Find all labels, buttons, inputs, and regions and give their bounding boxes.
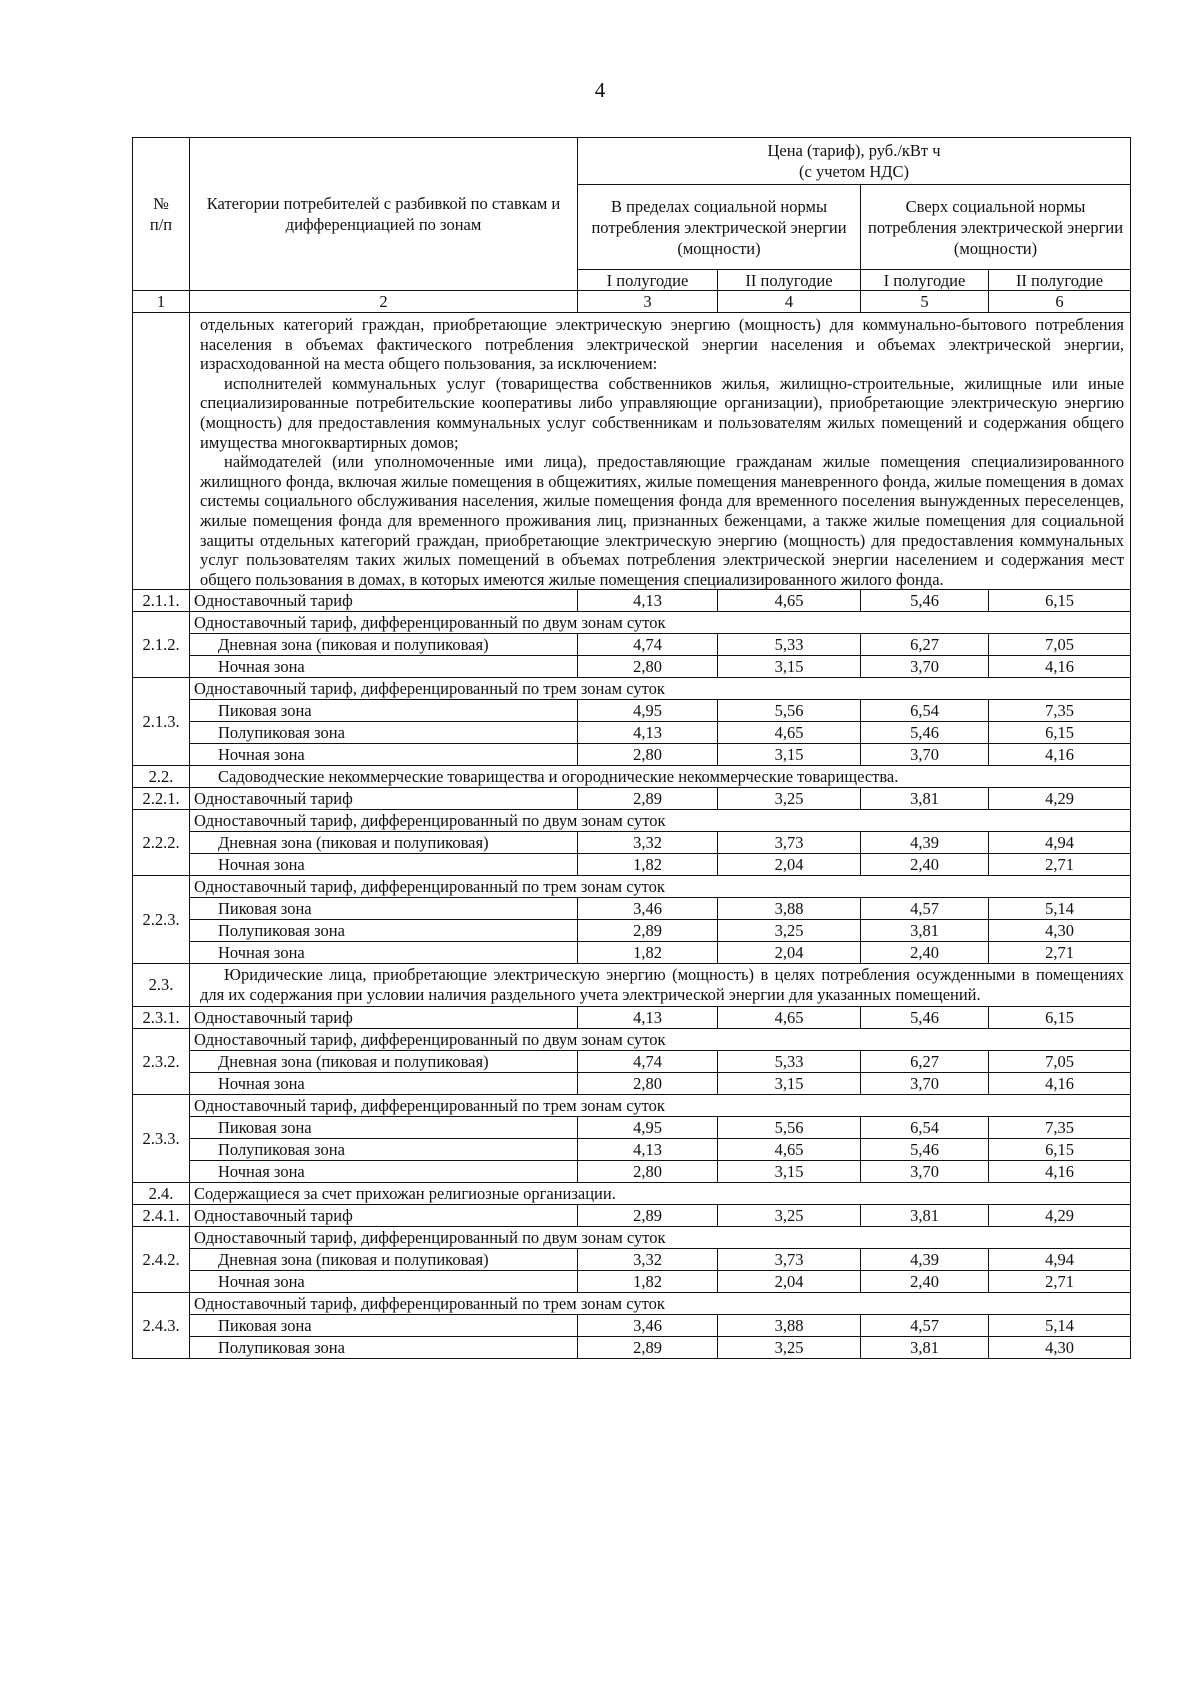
table-row: [133, 634, 1131, 656]
value-cell: 4,65: [718, 722, 861, 744]
value-cell: 2,71: [989, 1270, 1131, 1292]
table-row: [133, 1116, 1131, 1138]
value-cell: 3,46: [578, 1314, 718, 1336]
value-cell: 4,16: [989, 1072, 1131, 1094]
value-cell: 4,65: [718, 1138, 861, 1160]
value-cell: 3,15: [718, 1160, 861, 1182]
page-number: 4: [594, 78, 606, 102]
row-number: 2.2.3.: [133, 876, 190, 964]
table-row: [133, 810, 1131, 832]
row-number: 2.1.3.: [133, 678, 190, 766]
value-cell: 4,57: [861, 898, 989, 920]
table-row: [133, 1138, 1131, 1160]
value-cell: 3,25: [718, 920, 861, 942]
row-label: Ночная зона: [190, 744, 578, 766]
value-cell: 6,27: [861, 634, 989, 656]
value-cell: 5,14: [989, 1314, 1131, 1336]
table-row: [133, 1314, 1131, 1336]
value-cell: 2,71: [989, 942, 1131, 964]
header-half2-above: II полугодие: [989, 270, 1131, 291]
value-cell: 4,30: [989, 920, 1131, 942]
table-row: [133, 590, 1131, 612]
value-cell: 4,16: [989, 656, 1131, 678]
value-cell: 4,13: [578, 722, 718, 744]
section-row: [133, 1182, 1131, 1204]
row-number: 2.4.1.: [133, 1204, 190, 1226]
table-row: [133, 700, 1131, 722]
section-title: Содержащиеся за счет прихожан религиозные организации.: [190, 1182, 1131, 1204]
row-label: Ночная зона: [190, 854, 578, 876]
value-cell: 1,82: [578, 854, 718, 876]
intro-paragraph: исполнителей коммунальных услуг (товарищества собственников жилья, жилищно-строительные, жилищные или иные специализированные потребительские кооперативы либо управляющие организации), приобретающие электрическую энергию (мощность) для предоставления коммунальных услуг собственникам и пользователям жилых помещений и содержания общего имущества многоквартирных домов;: [200, 373, 1125, 452]
col-number: 1: [133, 291, 190, 313]
row-label: Одноставочный тариф, дифференцированный по двум зонам суток: [190, 612, 1131, 634]
header-category: Категории потребителей с разбивкой по ставкам и дифференциацией по зонам: [190, 138, 578, 291]
row-label: Полупиковая зона: [190, 920, 578, 942]
value-cell: 4,94: [989, 832, 1131, 854]
value-cell: 3,81: [861, 1336, 989, 1358]
row-label: Ночная зона: [190, 1072, 578, 1094]
header-half1-within: I полугодие: [578, 270, 718, 291]
row-label: Дневная зона (пиковая и полупиковая): [190, 832, 578, 854]
table-row: [133, 1270, 1131, 1292]
section-row: [133, 766, 1131, 788]
row-number: 2.2.1.: [133, 788, 190, 810]
value-cell: 2,80: [578, 656, 718, 678]
row-number: 2.1.1.: [133, 590, 190, 612]
value-cell: 3,88: [718, 1314, 861, 1336]
table-row: [133, 920, 1131, 942]
table-row: [133, 942, 1131, 964]
value-cell: 4,95: [578, 1116, 718, 1138]
table-row: [133, 1094, 1131, 1116]
value-cell: 2,40: [861, 1270, 989, 1292]
row-label: Ночная зона: [190, 656, 578, 678]
row-label: Ночная зона: [190, 1160, 578, 1182]
value-cell: 4,74: [578, 634, 718, 656]
row-label: Дневная зона (пиковая и полупиковая): [190, 1050, 578, 1072]
value-cell: 5,46: [861, 590, 989, 612]
row-label: Одноставочный тариф, дифференцированный по трем зонам суток: [190, 876, 1131, 898]
table-row: [133, 788, 1131, 810]
value-cell: 5,46: [861, 722, 989, 744]
value-cell: 2,40: [861, 854, 989, 876]
value-cell: 3,25: [718, 788, 861, 810]
value-cell: 4,13: [578, 1006, 718, 1028]
row-label: Пиковая зона: [190, 1314, 578, 1336]
value-cell: 3,15: [718, 1072, 861, 1094]
value-cell: 3,25: [718, 1336, 861, 1358]
value-cell: 5,33: [718, 634, 861, 656]
value-cell: 5,14: [989, 898, 1131, 920]
table-row: [133, 1248, 1131, 1270]
value-cell: 3,70: [861, 744, 989, 766]
value-cell: 4,65: [718, 1006, 861, 1028]
intro-paragraph: наймодателей (или уполномоченные ими лица), предоставляющие гражданам жилые помещения специализированного жилищного фонда, включая жилые помещения в общежитиях, жилые помещения маневренного фонда, жилые помещения в домах системы социального обслуживания населения, жилые помещения фонда для временного поселения вынужденных переселенцев, жилые помещения фонда для временного проживания лиц, признанных беженцами, а также жилые помещения для социальной защиты отдельных категорий граждан, приобретающие электрическую энергию (мощность) для предоставления коммунальных услуг пользователям таких жилых помещений в объемах потребления электрической энергии населением и содержания мест общего пользования в домах, в которых имеются жилые помещения специализированного жилого фонда.: [200, 452, 1125, 589]
value-cell: 2,04: [718, 1270, 861, 1292]
row-label: Одноставочный тариф, дифференцированный по двум зонам суток: [190, 1028, 1131, 1050]
value-cell: 4,65: [718, 590, 861, 612]
value-cell: 1,82: [578, 1270, 718, 1292]
table-row: [133, 1072, 1131, 1094]
value-cell: 2,89: [578, 1204, 718, 1226]
column-numbers-row: [133, 291, 1131, 313]
value-cell: 4,30: [989, 1336, 1131, 1358]
table-row: [133, 898, 1131, 920]
row-label: Полупиковая зона: [190, 722, 578, 744]
col-number: 2: [190, 291, 578, 313]
value-cell: 4,16: [989, 744, 1131, 766]
header-row: [133, 138, 1131, 185]
value-cell: 4,16: [989, 1160, 1131, 1182]
row-label: Одноставочный тариф: [190, 1204, 578, 1226]
value-cell: 5,56: [718, 700, 861, 722]
value-cell: 2,80: [578, 744, 718, 766]
value-cell: 2,80: [578, 1072, 718, 1094]
table-row: [133, 832, 1131, 854]
value-cell: 4,13: [578, 590, 718, 612]
value-cell: 3,32: [578, 1248, 718, 1270]
row-label: Пиковая зона: [190, 898, 578, 920]
row-number: 2.2.2.: [133, 810, 190, 876]
table-row: [133, 1336, 1131, 1358]
value-cell: 2,04: [718, 854, 861, 876]
table-row: [133, 678, 1131, 700]
value-cell: 5,46: [861, 1138, 989, 1160]
row-label: Одноставочный тариф, дифференцированный по трем зонам суток: [190, 678, 1131, 700]
value-cell: 7,05: [989, 634, 1131, 656]
value-cell: 3,73: [718, 1248, 861, 1270]
table-row: [133, 1160, 1131, 1182]
row-number: 2.3.1.: [133, 1006, 190, 1028]
value-cell: 3,81: [861, 788, 989, 810]
row-label: Одноставочный тариф, дифференцированный по двум зонам суток: [190, 1226, 1131, 1248]
row-number: 2.4.2.: [133, 1226, 190, 1292]
tariff-table: [132, 137, 1131, 1359]
row-label: Одноставочный тариф, дифференцированный по трем зонам суток: [190, 1292, 1131, 1314]
row-label: Одноставочный тариф, дифференцированный по трем зонам суток: [190, 1094, 1131, 1116]
header-number-abbr: п/п: [149, 215, 173, 234]
value-cell: 4,39: [861, 832, 989, 854]
row-number: 2.3.: [133, 964, 190, 1006]
value-cell: 2,80: [578, 1160, 718, 1182]
col-number: 6: [989, 291, 1131, 313]
row-label: Одноставочный тариф: [190, 1006, 578, 1028]
table-row: [133, 722, 1131, 744]
value-cell: 7,05: [989, 1050, 1131, 1072]
value-cell: 6,54: [861, 1116, 989, 1138]
table-row: [133, 612, 1131, 634]
value-cell: 3,70: [861, 1072, 989, 1094]
section-row: [133, 964, 1131, 1006]
header-within-norm: В пределах социальной нормы потребления электрической энергии (мощности): [578, 185, 861, 270]
table-row: [133, 656, 1131, 678]
table-row: [133, 1204, 1131, 1226]
value-cell: 3,15: [718, 656, 861, 678]
header-price-title: [578, 138, 1131, 185]
value-cell: 3,88: [718, 898, 861, 920]
value-cell: 2,89: [578, 788, 718, 810]
header-half2-within: II полугодие: [718, 270, 861, 291]
row-label: Дневная зона (пиковая и полупиковая): [190, 1248, 578, 1270]
section-title: Садоводческие некоммерческие товарищества и огороднические некоммерческие товарищества.: [190, 766, 1131, 788]
value-cell: 5,56: [718, 1116, 861, 1138]
value-cell: 3,70: [861, 656, 989, 678]
row-number: 2.4.3.: [133, 1292, 190, 1358]
col-number: 5: [861, 291, 989, 313]
value-cell: 3,73: [718, 832, 861, 854]
table-row: [133, 1292, 1131, 1314]
row-label: Ночная зона: [190, 942, 578, 964]
value-cell: 3,70: [861, 1160, 989, 1182]
row-number: 2.4.: [133, 1182, 190, 1204]
col-number: 4: [718, 291, 861, 313]
row-label: Одноставочный тариф, дифференцированный по двум зонам суток: [190, 810, 1131, 832]
value-cell: 2,89: [578, 1336, 718, 1358]
section-text: Юридические лица, приобретающие электрическую энергию (мощность) в целях потребления осужденными в помещениях для их содержания при условии наличия раздельного учета электрической энергии для указанных помещений.: [200, 965, 1125, 1004]
intro-paragraph: отдельных категорий граждан, приобретающие электрическую энергию (мощность) для коммунально-бытового потребления населения в объемах фактического потребления электрической энергии населения и объемах электрической энергии, израсходованной на места общего пользования, за исключением:: [200, 315, 1125, 374]
value-cell: 4,95: [578, 700, 718, 722]
table-row: [133, 744, 1131, 766]
value-cell: 5,46: [861, 1006, 989, 1028]
table-row: [133, 1226, 1131, 1248]
value-cell: 6,15: [989, 590, 1131, 612]
header-number-cell: [133, 138, 190, 291]
value-cell: 2,40: [861, 942, 989, 964]
value-cell: 6,15: [989, 722, 1131, 744]
col-number: 3: [578, 291, 718, 313]
row-label: Одноставочный тариф: [190, 590, 578, 612]
value-cell: 3,81: [861, 920, 989, 942]
intro-row: [133, 313, 1131, 590]
value-cell: 2,89: [578, 920, 718, 942]
row-number: 2.3.3.: [133, 1094, 190, 1182]
header-above-norm: Сверх социальной нормы потребления электрической энергии (мощности): [861, 185, 1131, 270]
value-cell: 6,27: [861, 1050, 989, 1072]
row-label: Полупиковая зона: [190, 1336, 578, 1358]
section-title: [190, 964, 1131, 1006]
value-cell: 7,35: [989, 1116, 1131, 1138]
row-label: Пиковая зона: [190, 1116, 578, 1138]
value-cell: 4,94: [989, 1248, 1131, 1270]
row-label: Полупиковая зона: [190, 1138, 578, 1160]
value-cell: 6,54: [861, 700, 989, 722]
row-label: Одноставочный тариф: [190, 788, 578, 810]
row-label: Дневная зона (пиковая и полупиковая): [190, 634, 578, 656]
value-cell: 7,35: [989, 700, 1131, 722]
value-cell: 2,04: [718, 942, 861, 964]
value-cell: 3,32: [578, 832, 718, 854]
value-cell: 4,39: [861, 1248, 989, 1270]
value-cell: 3,25: [718, 1204, 861, 1226]
row-label: Ночная зона: [190, 1270, 578, 1292]
row-number: 2.2.: [133, 766, 190, 788]
intro-text: [190, 313, 1131, 590]
value-cell: 3,81: [861, 1204, 989, 1226]
row-number: 2.1.2.: [133, 612, 190, 678]
header-number-sign: №: [153, 194, 169, 213]
value-cell: 2,71: [989, 854, 1131, 876]
value-cell: 6,15: [989, 1006, 1131, 1028]
value-cell: 4,57: [861, 1314, 989, 1336]
value-cell: 3,15: [718, 744, 861, 766]
value-cell: 6,15: [989, 1138, 1131, 1160]
row-label: Пиковая зона: [190, 700, 578, 722]
value-cell: 4,29: [989, 1204, 1131, 1226]
table-row: [133, 1028, 1131, 1050]
value-cell: 4,74: [578, 1050, 718, 1072]
value-cell: 4,13: [578, 1138, 718, 1160]
header-half1-above: I полугодие: [861, 270, 989, 291]
table-row: [133, 854, 1131, 876]
price-title-line1: Цена (тариф), руб./кВт ч: [767, 141, 941, 160]
table-row: [133, 1050, 1131, 1072]
row-number: 2.3.2.: [133, 1028, 190, 1094]
table-row: [133, 876, 1131, 898]
value-cell: 4,29: [989, 788, 1131, 810]
value-cell: 3,46: [578, 898, 718, 920]
value-cell: 1,82: [578, 942, 718, 964]
price-title-line2: (с учетом НДС): [799, 162, 909, 181]
table-row: [133, 1006, 1131, 1028]
value-cell: 5,33: [718, 1050, 861, 1072]
